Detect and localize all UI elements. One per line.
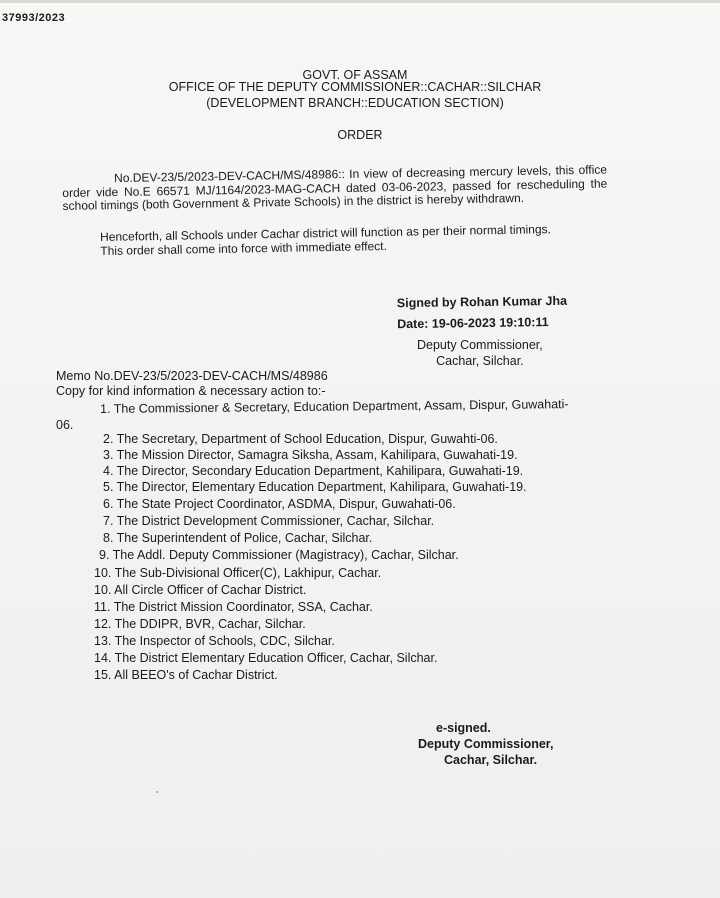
scan-edge [0, 0, 720, 3]
memo-copy-line: Copy for kind information & necessary action to:- [56, 384, 326, 398]
list-item: 15. All BEEO's of Cachar District. [94, 668, 278, 682]
order-title: ORDER [337, 128, 383, 142]
list-item: 8. The Superintendent of Police, Cachar, Silchar. [103, 531, 373, 545]
signatory-designation: Deputy Commissioner, [417, 338, 543, 352]
header-govt: GOVT. OF ASSAM [302, 68, 408, 82]
e-signature-block [418, 720, 553, 768]
header-branch: (DEVELOPMENT BRANCH::EDUCATION SECTION) [206, 96, 504, 110]
header-office: OFFICE OF THE DEPUTY COMMISSIONER::CACHAR::SILCHAR [168, 80, 542, 94]
signatory-location: Cachar, Silchar. [436, 354, 524, 368]
order-paragraph-2 [100, 222, 600, 258]
list-item: 7. The District Development Commissioner, Cachar, Silchar. [103, 514, 435, 528]
signature-date: Date: 19-06-2023 19:10:11 [397, 315, 549, 332]
list-item: 1. The Commissioner & Secretary, Education Department, Assam, Dispur, Guwahati- [100, 397, 569, 416]
list-item: 6. The State Project Coordinator, ASDMA, Dispur, Guwahati-06. [103, 497, 456, 511]
order-paragraph-1: No.DEV-23/5/2023-DEV-CACH/MS/48986:: In view of decreasing mercury levels, this office order vide No.E 66571 MJ/1164/2023-MAG-CACH dated 03-06-2023, passed for rescheduling the school timings (both Government & Private Schools) in the district is hereby withdrawn. [62, 162, 608, 213]
list-item: 12. The DDIPR, BVR, Cachar, Silchar. [94, 617, 306, 631]
e-signed-location: Cachar, Silchar. [444, 753, 538, 767]
reference-number: 37993/2023 [2, 12, 66, 24]
e-signed-label: e-signed. [436, 721, 491, 735]
paragraph-2-line-2: This order shall come into force with immediate effect. [100, 238, 387, 258]
list-item: 14. The District Elementary Education Officer, Cachar, Silchar. [94, 651, 438, 665]
list-item-continuation: 06. [56, 418, 74, 432]
list-item: 2. The Secretary, Department of School Education, Dispur, Guwahti-06. [103, 432, 498, 446]
signatory-office [417, 337, 543, 369]
list-item: 13. The Inspector of Schools, CDC, Silchar. [94, 634, 335, 648]
list-item: 3. The Mission Director, Samagra Siksha, Assam, Kahilipara, Guwahati-19. [103, 448, 518, 462]
digital-signature [397, 291, 568, 335]
list-item: 11. The District Mission Coordinator, SSA, Cachar. [94, 600, 373, 614]
list-item: 10. All Circle Officer of Cachar District. [94, 583, 307, 597]
list-item: 10. The Sub-Divisional Officer(C), Lakhipur, Cachar. [94, 566, 382, 580]
e-signed-designation: Deputy Commissioner, [418, 737, 554, 751]
memo-number: Memo No.DEV-23/5/2023-DEV-CACH/MS/48986 [56, 369, 328, 383]
list-item: 4. The Director, Secondary Education Department, Kahilipara, Guwahati-19. [103, 464, 524, 478]
signed-by: Signed by Rohan Kumar Jha [396, 293, 568, 311]
list-item: 5. The Director, Elementary Education Department, Kahilipara, Guwahati-19. [103, 480, 527, 494]
list-item: 9. The Addl. Deputy Commissioner (Magistracy), Cachar, Silchar. [99, 548, 459, 562]
scan-speck [156, 791, 158, 793]
paragraph-2-line-1: Henceforth, all Schools under Cachar district will function as per their normal timings. [99, 222, 552, 244]
